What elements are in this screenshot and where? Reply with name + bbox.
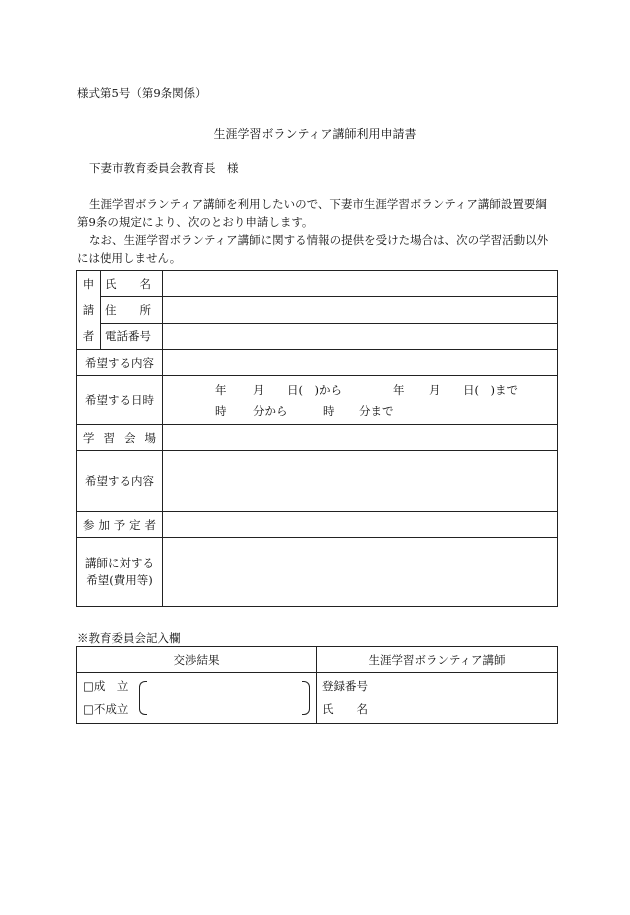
desired-content-label-2: 希望する内容 [77, 451, 163, 512]
month-from: 月 [253, 383, 265, 397]
right-bracket [302, 681, 310, 715]
venue-field[interactable] [163, 425, 558, 451]
minute-from: 分から [253, 404, 288, 418]
name-label: 氏 名 [101, 271, 163, 297]
applicant-char: 請 [82, 303, 95, 317]
left-bracket [139, 681, 147, 715]
phone-label: 電話番号 [101, 323, 163, 349]
minute-to: 分まで [359, 404, 394, 418]
address-field[interactable] [163, 297, 558, 323]
desired-content-label: 希望する内容 [77, 350, 163, 376]
negotiation-header: 交渉結果 [77, 647, 317, 673]
registration-number-label: 登録番号 [322, 679, 368, 693]
month-to: 月 [429, 383, 441, 397]
phone-field[interactable] [163, 323, 558, 349]
hour-from: 時 [215, 404, 227, 418]
lecturer-header: 生涯学習ボランティア講師 [317, 647, 558, 673]
success-checkbox[interactable]: □成 立 [83, 679, 129, 693]
lecturer-name-label: 氏 名 [322, 702, 368, 716]
lecturer-request-line: 希望(費用等) [86, 573, 153, 587]
participants-label: 参加予定者 [77, 512, 163, 538]
office-table [76, 646, 558, 724]
lecturer-request-label [77, 538, 163, 607]
participants-field[interactable] [163, 512, 558, 538]
failure-checkbox[interactable]: □不成立 [83, 702, 129, 716]
form-number: 様式第5号（第9条関係） [77, 86, 207, 100]
usage-paragraph: なお、生涯学習ボランティア講師に関する情報の提供を受けた場合は、次の学習活動以外には使用しません。 [77, 233, 549, 265]
address-label: 住 所 [101, 297, 163, 323]
desired-datetime-label: 希望する日時 [77, 376, 163, 425]
hour-to: 時 [323, 404, 335, 418]
name-field[interactable] [163, 271, 558, 297]
lecturer-request-line: 講師に対する [85, 556, 154, 570]
applicant-char: 者 [82, 329, 95, 343]
addressee: 下妻市教育委員会教育長 様 [89, 161, 239, 175]
lecturer-info-cell[interactable] [317, 673, 558, 724]
request-paragraph: 生涯学習ボランティア講師を利用したいので、下妻市生涯学習ボランティア講師設置要綱第9条の規定により、次のとおり申請します。 [77, 197, 547, 229]
negotiation-result-cell[interactable] [77, 673, 317, 724]
year-from: 年 [215, 383, 227, 397]
desired-datetime-field[interactable] [163, 376, 558, 425]
day-to: 日( )まで [463, 383, 518, 397]
year-to: 年 [393, 383, 405, 397]
venue-label: 学習会場 [77, 425, 163, 451]
desired-content-field-2[interactable] [163, 451, 558, 512]
day-from: 日( )から [287, 383, 342, 397]
lecturer-request-field[interactable] [163, 538, 558, 607]
application-table [76, 270, 558, 607]
desired-content-field[interactable] [163, 350, 558, 376]
applicant-label [77, 271, 101, 350]
applicant-char: 申 [82, 277, 95, 291]
office-note: ※教育委員会記入欄 [77, 631, 181, 645]
document-title: 生涯学習ボランティア講師利用申請書 [213, 127, 417, 141]
